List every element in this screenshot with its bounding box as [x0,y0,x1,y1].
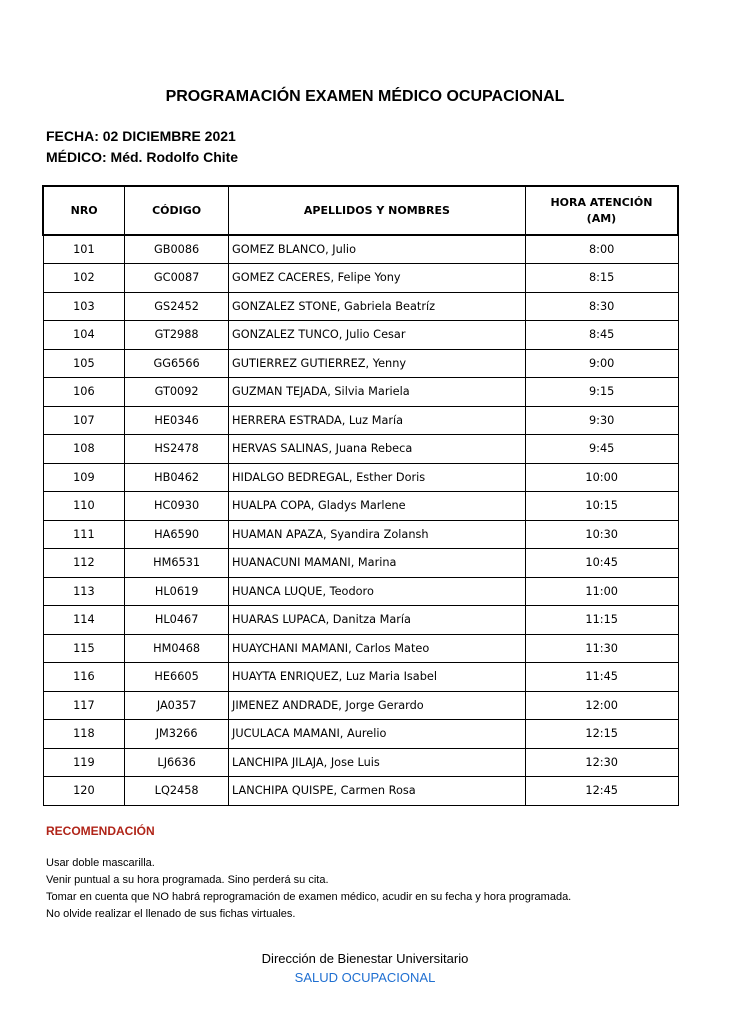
cell-nombre: HERRERA ESTRADA, Luz María [229,406,526,435]
cell-nro: 106 [43,378,125,407]
cell-nro: 114 [43,606,125,635]
cell-codigo: HS2478 [125,435,229,464]
table-row [43,691,678,720]
cell-hora: 12:15 [525,720,678,749]
cell-codigo: GG6566 [125,349,229,378]
exam-date: FECHA: 02 DICIEMBRE 2021 [46,128,236,144]
recommendation-line: Usar doble mascarilla. [46,857,155,869]
table-row [43,777,678,806]
cell-hora: 12:45 [525,777,678,806]
cell-nombre: JIMENEZ ANDRADE, Jorge Gerardo [229,691,526,720]
cell-codigo: HM0468 [125,634,229,663]
table-row [43,606,678,635]
cell-codigo: HL0619 [125,577,229,606]
table-row [43,492,678,521]
cell-nro: 103 [43,292,125,321]
table-row [43,634,678,663]
cell-nro: 110 [43,492,125,521]
table-row [43,406,678,435]
table-row [43,435,678,464]
cell-nro: 101 [43,235,125,264]
header-codigo: CÓDIGO [125,186,229,235]
cell-hora: 12:30 [525,748,678,777]
cell-nro: 105 [43,349,125,378]
cell-nombre: HUANACUNI MAMANI, Marina [229,549,526,578]
cell-hora: 9:45 [525,435,678,464]
cell-nombre: HUAMAN APAZA, Syandira Zolansh [229,520,526,549]
cell-nro: 117 [43,691,125,720]
table-row [43,321,678,350]
table-row [43,549,678,578]
cell-nombre: HUAYTA ENRIQUEZ, Luz Maria Isabel [229,663,526,692]
cell-nro: 102 [43,264,125,293]
cell-hora: 11:15 [525,606,678,635]
cell-nro: 111 [43,520,125,549]
cell-nombre: HUANCA LUQUE, Teodoro [229,577,526,606]
recommendation-line: Venir puntual a su hora programada. Sino perderá su cita. [46,874,329,886]
cell-nro: 104 [43,321,125,350]
cell-nro: 113 [43,577,125,606]
cell-codigo: GT2988 [125,321,229,350]
cell-nombre: HUAYCHANI MAMANI, Carlos Mateo [229,634,526,663]
cell-nombre: LANCHIPA QUISPE, Carmen Rosa [229,777,526,806]
cell-nro: 120 [43,777,125,806]
cell-nro: 116 [43,663,125,692]
cell-nombre: GUTIERREZ GUTIERREZ, Yenny [229,349,526,378]
cell-nombre: JUCULACA MAMANI, Aurelio [229,720,526,749]
cell-codigo: HE6605 [125,663,229,692]
cell-codigo: HM6531 [125,549,229,578]
header-nro: NRO [43,186,125,235]
cell-codigo: GB0086 [125,235,229,264]
header-hora-line1: HORA ATENCIÓN [550,195,653,209]
table-row [43,520,678,549]
cell-codigo: HE0346 [125,406,229,435]
table-row [43,264,678,293]
cell-codigo: GC0087 [125,264,229,293]
cell-nombre: HIDALGO BEDREGAL, Esther Doris [229,463,526,492]
cell-nro: 112 [43,549,125,578]
table-row [43,349,678,378]
cell-hora: 10:45 [525,549,678,578]
footer-department: Dirección de Bienestar Universitario [261,951,469,966]
recommendation-line: Tomar en cuenta que NO habrá reprogramación de examen médico, acudir en su fecha y hora programada. [46,891,572,903]
page-title: PROGRAMACIÓN EXAMEN MÉDICO OCUPACIONAL [165,88,565,105]
cell-codigo: HC0930 [125,492,229,521]
cell-codigo: LJ6636 [125,748,229,777]
table-row [43,720,678,749]
cell-nro: 118 [43,720,125,749]
cell-codigo: GT0092 [125,378,229,407]
cell-nombre: GOMEZ BLANCO, Julio [229,235,526,264]
table-row [43,463,678,492]
cell-hora: 8:45 [525,321,678,350]
cell-nro: 119 [43,748,125,777]
table-row [43,577,678,606]
cell-codigo: LQ2458 [125,777,229,806]
cell-codigo: HL0467 [125,606,229,635]
cell-hora: 10:00 [525,463,678,492]
recommendation-line: No olvide realizar el llenado de sus fichas virtuales. [46,908,296,920]
footer-office: SALUD OCUPACIONAL [294,970,436,985]
cell-hora: 10:15 [525,492,678,521]
cell-hora: 9:30 [525,406,678,435]
cell-codigo: GS2452 [125,292,229,321]
cell-nombre: GUZMAN TEJADA, Silvia Mariela [229,378,526,407]
schedule-body [43,235,678,805]
cell-nro: 107 [43,406,125,435]
table-row [43,378,678,407]
recommendation-list [46,855,571,923]
table-row [43,748,678,777]
cell-codigo: HA6590 [125,520,229,549]
cell-nombre: HUARAS LUPACA, Danitza María [229,606,526,635]
header-hora-line2: (AM) [586,211,617,225]
cell-nombre: HUALPA COPA, Gladys Marlene [229,492,526,521]
cell-hora: 8:15 [525,264,678,293]
cell-codigo: HB0462 [125,463,229,492]
header-nombres: APELLIDOS Y NOMBRES [229,186,526,235]
table-row [43,663,678,692]
header-hora [525,186,678,235]
cell-codigo: JM3266 [125,720,229,749]
cell-codigo: JA0357 [125,691,229,720]
cell-hora: 8:30 [525,292,678,321]
cell-hora: 10:30 [525,520,678,549]
cell-nombre: GONZALEZ STONE, Gabriela Beatríz [229,292,526,321]
recommendation-title: RECOMENDACIÓN [46,824,155,838]
table-row [43,235,678,264]
cell-hora: 11:30 [525,634,678,663]
cell-hora: 9:15 [525,378,678,407]
cell-hora: 9:00 [525,349,678,378]
cell-nro: 109 [43,463,125,492]
table-header-row [43,186,678,235]
cell-nombre: GOMEZ CACERES, Felipe Yony [229,264,526,293]
table-row [43,292,678,321]
cell-hora: 8:00 [525,235,678,264]
schedule-table [42,185,679,806]
cell-nro: 115 [43,634,125,663]
cell-nombre: HERVAS SALINAS, Juana Rebeca [229,435,526,464]
doctor-name: MÉDICO: Méd. Rodolfo Chite [46,149,239,165]
cell-hora: 12:00 [525,691,678,720]
cell-nombre: LANCHIPA JILAJA, Jose Luis [229,748,526,777]
cell-nombre: GONZALEZ TUNCO, Julio Cesar [229,321,526,350]
cell-hora: 11:45 [525,663,678,692]
cell-nro: 108 [43,435,125,464]
cell-hora: 11:00 [525,577,678,606]
